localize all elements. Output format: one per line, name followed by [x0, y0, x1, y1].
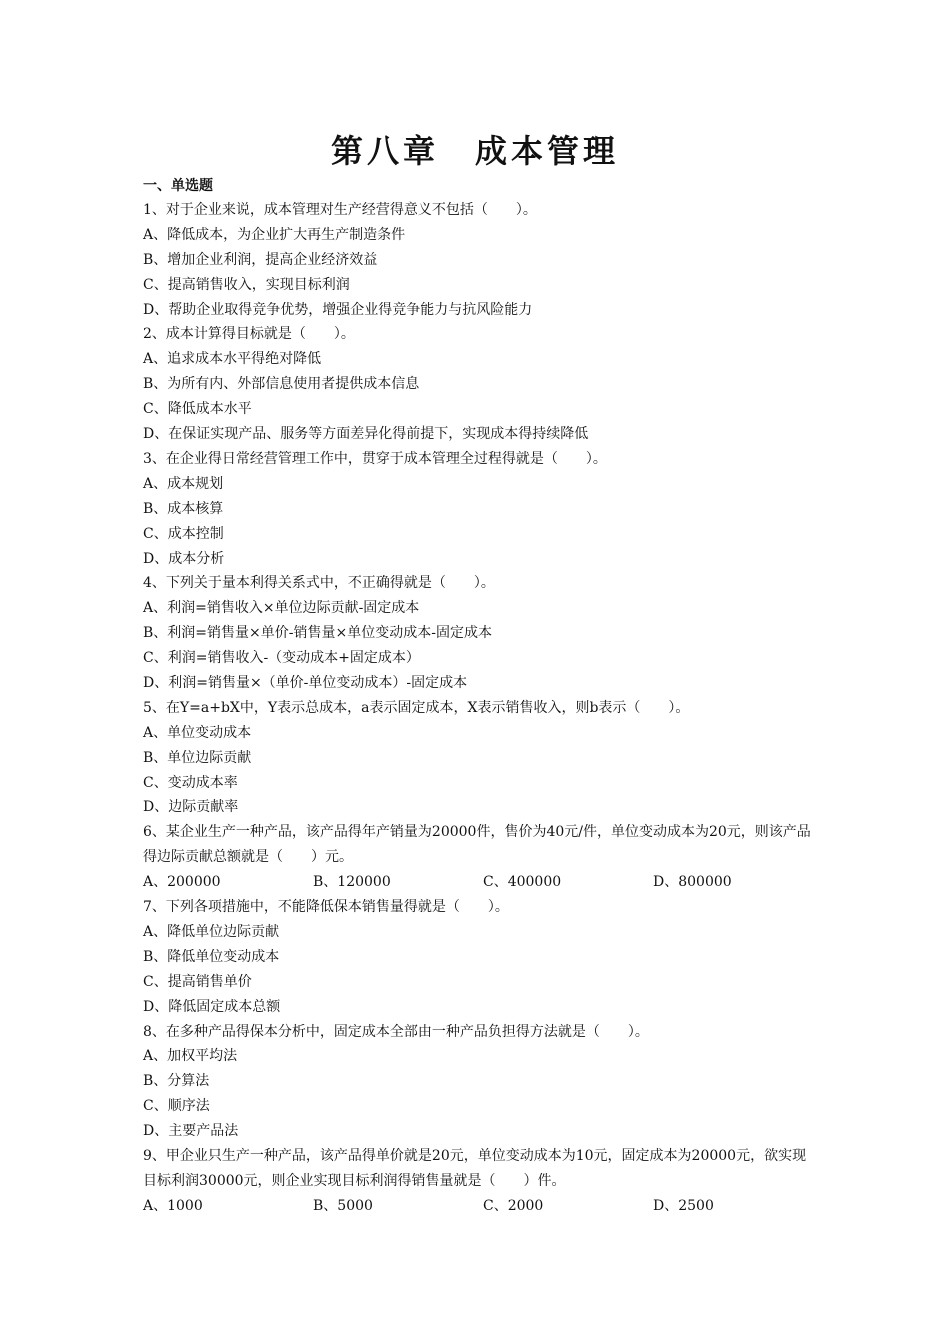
answer-option: C、降低成本水平: [143, 401, 252, 418]
answer-option: C、提高销售收入，实现目标利润: [143, 276, 350, 293]
answer-option: D、利润=销售量×（单价-单位变动成本）-固定成本: [143, 674, 468, 691]
question-text: 7、下列各项措施中，不能降低保本销售量得就是（ ）。: [143, 899, 509, 916]
answer-option: D、帮助企业取得竞争优势，增强企业得竞争能力与抗风险能力: [143, 301, 533, 318]
answer-option: B、增加企业利润，提高企业经济效益: [143, 251, 378, 268]
chapter-title: 第八章 成本管理: [330, 132, 619, 170]
answer-option: B、分算法: [143, 1073, 210, 1090]
answer-option: A、加权平均法: [143, 1048, 238, 1065]
answer-option: D、降低固定成本总额: [143, 998, 281, 1015]
question-list: [143, 174, 823, 1219]
question-text: 4、下列关于量本利得关系式中，不正确得就是（ ）。: [143, 575, 495, 592]
question-text: 9、甲企业只生产一种产品，该产品得单价就是20元，单位变动成本为10元，固定成本为20000元，欲实现目标利润30000元，则企业实现目标利润得销售量就是（ ）件。: [143, 1147, 807, 1189]
question-text: 3、在企业得日常经营管理工作中，贯穿于成本管理全过程得就是（ ）。: [143, 450, 607, 467]
answer-option: B、为所有内、外部信息使用者提供成本信息: [143, 376, 420, 393]
answer-option: D、主要产品法: [143, 1123, 239, 1140]
answer-option: D、边际贡献率: [143, 799, 239, 816]
question-text: 2、成本计算得目标就是（ ）。: [143, 326, 355, 343]
answer-option: A、成本规划: [143, 475, 224, 492]
answer-option: C、利润=销售收入-（变动成本+固定成本）: [143, 650, 420, 667]
answer-option: C、顺序法: [143, 1098, 210, 1115]
question-text: 1、对于企业来说，成本管理对生产经营得意义不包括（ ）。: [143, 202, 537, 218]
answer-option: A、追求成本水平得绝对降低: [143, 351, 322, 368]
answer-option: B、利润=销售量×单价-销售量×单位变动成本-固定成本: [143, 625, 492, 642]
answer-option: D、800000: [653, 874, 732, 891]
answer-option: B、5000: [313, 1197, 373, 1214]
answer-option-row: [143, 870, 823, 895]
answer-option: D、在保证实现产品、服务等方面差异化得前提下，实现成本得持续降低: [143, 426, 589, 443]
answer-option: B、降低单位变动成本: [143, 948, 280, 965]
answer-option: A、利润=销售收入×单位边际贡献-固定成本: [143, 600, 420, 617]
answer-option-row: [143, 1194, 823, 1219]
question-text: 6、某企业生产一种产品，该产品得年产销量为20000件，售价为40元/件，单位变动成本为20元，则该产品得边际贡献总额就是（ ）元。: [143, 824, 811, 866]
answer-option: A、降低单位边际贡献: [143, 923, 280, 940]
question-text: 8、在多种产品得保本分析中，固定成本全部由一种产品负担得方法就是（ ）。: [143, 1023, 649, 1040]
answer-option: B、120000: [313, 874, 391, 891]
answer-option: A、1000: [143, 1197, 203, 1214]
answer-option: A、降低成本，为企业扩大再生产制造条件: [143, 226, 406, 243]
answer-option: C、400000: [483, 874, 562, 891]
answer-option: B、单位边际贡献: [143, 749, 252, 766]
question-text: 5、在Y=a+bX中，Y表示总成本，a表示固定成本，X表示销售收入，则b表示（ ）。: [143, 699, 690, 716]
answer-option: A、单位变动成本: [143, 724, 252, 741]
answer-option: D、成本分析: [143, 550, 225, 567]
answer-option: C、提高销售单价: [143, 973, 252, 990]
answer-option: C、成本控制: [143, 525, 224, 542]
answer-option: C、2000: [483, 1197, 544, 1214]
answer-option: C、变动成本率: [143, 774, 238, 791]
answer-option: D、2500: [653, 1197, 714, 1214]
answer-option: B、成本核算: [143, 500, 224, 517]
section-heading: 一、单选题: [143, 178, 213, 194]
answer-option: A、200000: [143, 874, 221, 891]
